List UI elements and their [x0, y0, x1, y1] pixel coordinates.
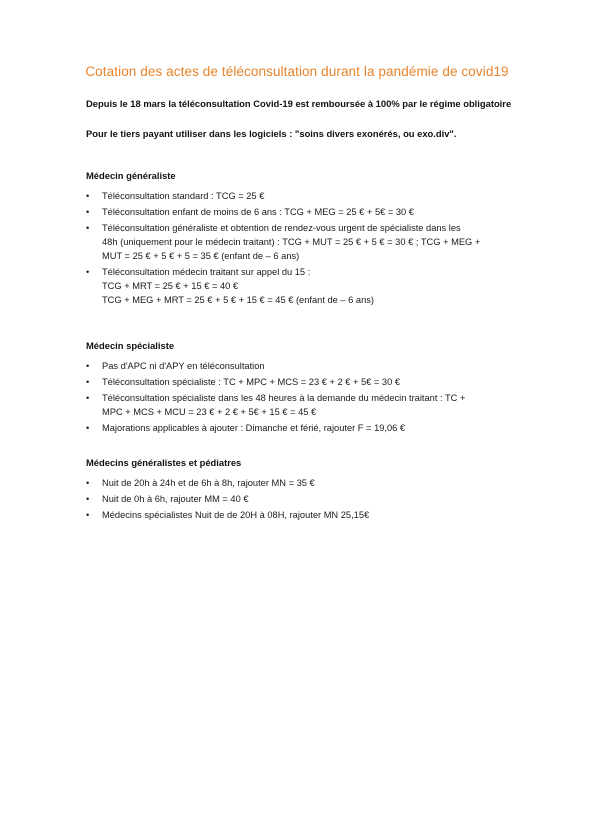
- list-item-text: Nuit de 20h à 24h et de 6h à 8h, rajouter MN = 35 €: [102, 478, 315, 488]
- section-heading: Médecin spécialiste: [86, 340, 175, 351]
- list-item: [86, 189, 526, 203]
- section-generalistes-pediatres: [86, 457, 526, 524]
- bullet-icon: •: [86, 393, 90, 403]
- list-item-text: Téléconsultation spécialiste dans les 48 heures à la demande du médecin traitant : TC +: [102, 393, 466, 403]
- list-item: [86, 359, 526, 373]
- section-heading: Médecin généraliste: [86, 170, 176, 181]
- section-medecin-generaliste: [86, 170, 526, 309]
- bullet-icon: •: [86, 191, 90, 201]
- bullet-icon: •: [86, 423, 90, 433]
- bullet-list: [86, 359, 526, 435]
- bullet-icon: •: [86, 494, 90, 504]
- bullet-icon: •: [86, 510, 90, 520]
- list-item-text: MPC + MCS + MCU = 23 € + 2 € + 5€ + 15 € = 45 €: [102, 407, 317, 417]
- list-item: [86, 492, 526, 506]
- list-item: [86, 476, 526, 490]
- document-title: Cotation des actes de téléconsultation durant la pandémie de covid19: [85, 64, 509, 79]
- bullet-icon: •: [86, 377, 90, 387]
- bullet-list: [86, 476, 526, 522]
- list-item-text: Téléconsultation enfant de moins de 6 ans : TCG + MEG = 25 € + 5€ = 30 €: [102, 207, 414, 217]
- list-item-text: 48h (uniquement pour le médecin traitant) : TCG + MUT = 25 € + 5 € = 30 € ; TCG + MEG +: [102, 237, 481, 247]
- list-item: [86, 205, 526, 219]
- bullet-list: [86, 189, 526, 307]
- list-item-text: Nuit de 0h à 6h, rajouter MM = 40 €: [102, 494, 249, 504]
- bullet-icon: •: [86, 267, 90, 277]
- list-item-text: TCG + MRT = 25 € + 15 € = 40 €: [102, 281, 239, 291]
- list-item-text: Téléconsultation médecin traitant sur appel du 15 :: [102, 267, 311, 277]
- list-item: [86, 221, 526, 263]
- list-item: [86, 421, 526, 435]
- intro-reimbursement: Depuis le 18 mars la téléconsultation Covid-19 est remboursée à 100% par le régime obligatoire: [86, 98, 512, 109]
- list-item: [86, 375, 526, 389]
- list-item-text: Majorations applicables à ajouter : Dimanche et férié, rajouter F = 19,06 €: [102, 423, 406, 433]
- list-item-text: MUT = 25 € + 5 € + 5 = 35 € (enfant de – 6 ans): [102, 251, 300, 261]
- bullet-icon: •: [86, 207, 90, 217]
- list-item-text: Téléconsultation généraliste et obtention de rendez-vous urgent de spécialiste dans les: [102, 223, 461, 233]
- bullet-icon: •: [86, 223, 90, 233]
- section-medecin-specialiste: [86, 340, 526, 437]
- bullet-icon: •: [86, 361, 90, 371]
- list-item: [86, 391, 526, 419]
- list-item-text: Pas d'APC ni d'APY en téléconsultation: [102, 361, 265, 371]
- list-item: [86, 508, 526, 522]
- list-item-text: TCG + MEG + MRT = 25 € + 5 € + 15 € = 45 € (enfant de – 6 ans): [102, 295, 375, 305]
- section-heading: Médecins généralistes et pédiatres: [86, 457, 242, 468]
- list-item-text: Téléconsultation standard : TCG = 25 €: [102, 191, 265, 201]
- intro-third-party-payment: Pour le tiers payant utiliser dans les logiciels : "soins divers exonérés, ou exo.div".: [86, 128, 457, 139]
- bullet-icon: •: [86, 478, 90, 488]
- list-item-text: Téléconsultation spécialiste : TC + MPC + MCS = 23 € + 2 € + 5€ = 30 €: [102, 377, 401, 387]
- list-item: [86, 265, 526, 307]
- list-item-text: Médecins spécialistes Nuit de de 20H à 08H, rajouter MN 25,15€: [102, 510, 370, 520]
